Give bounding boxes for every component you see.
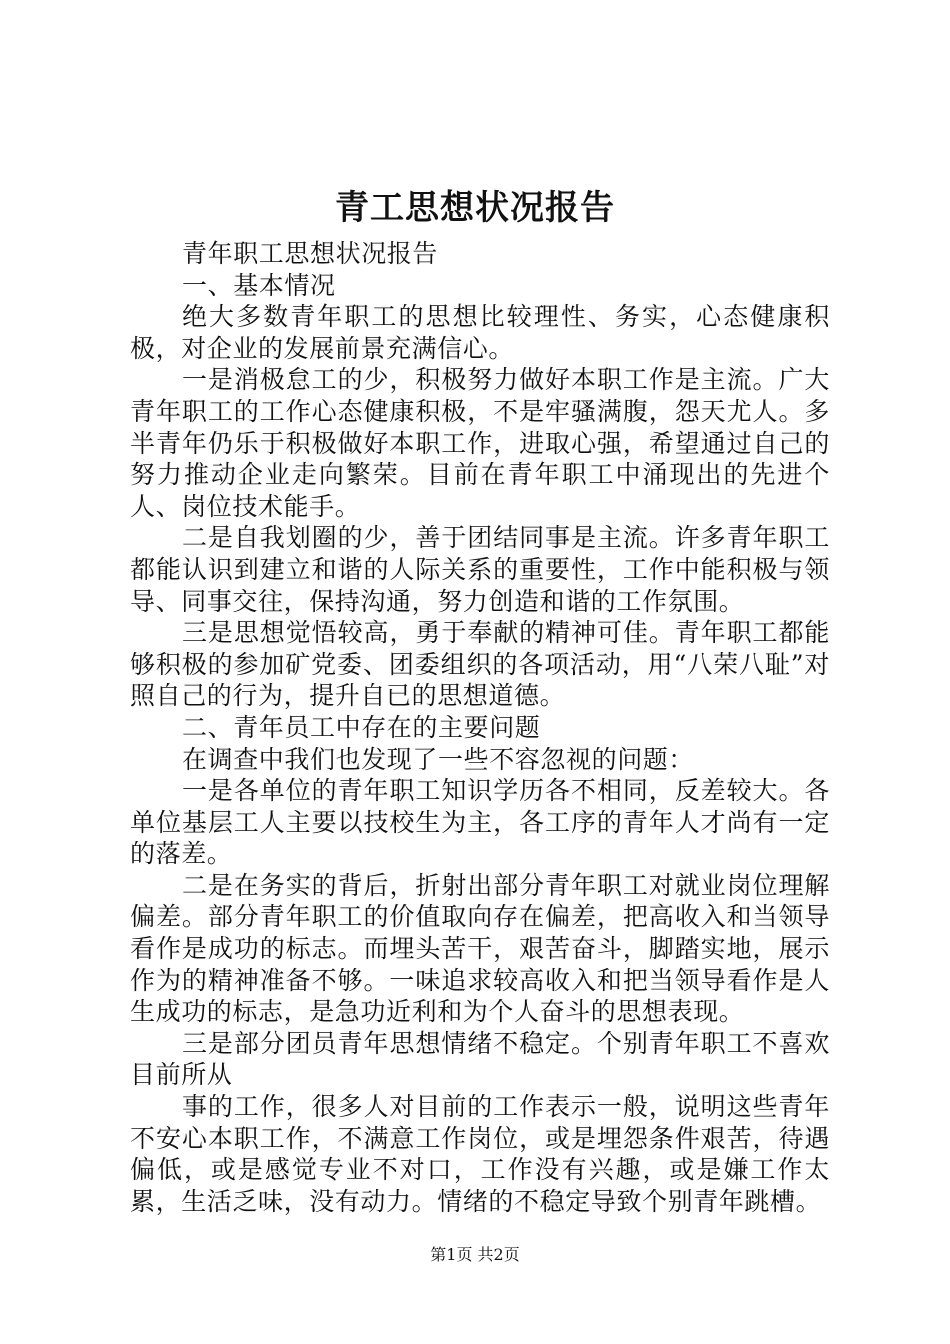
paragraph: 一是消极怠工的少，积极努力做好本职工作是主流。广大青年职工的工作心态健康积极，不是牢骚满腹，怨天尤人。多半青年仍乐于积极做好本职工作，进取心强，希望通过自己的努力推动企业走向繁荣。目前在青年职工中涌现出的先进个人、岗位技术能手。	[130, 365, 830, 521]
page-number-footer: 第1页 共2页	[430, 1245, 520, 1264]
paragraph: 三是部分团员青年思想情绪不稳定。个别青年职工不喜欢目前所从	[130, 1028, 830, 1090]
paragraph: 事的工作，很多人对目前的工作表示一般，说明这些青年不安心本职工作，不满意工作岗位，或是埋怨条件艰苦，待遇偏低，或是感觉专业不对口，工作没有兴趣，或是嫌工作太累，生活乏味，没有动力。情绪的不稳定导致个别青年跳槽。	[130, 1092, 830, 1216]
document-body	[130, 238, 830, 1217]
document-title: 青工思想状况报告	[335, 188, 615, 228]
paragraph: 一是各单位的青年职工知识学历各不相同，反差较大。各单位基层工人主要以技校生为主，各工序的青年人才尚有一定的落差。	[130, 776, 830, 869]
paragraph: 二是自我划圈的少，善于团结同事是主流。许多青年职工都能认识到建立和谐的人际关系的重要性，工作中能积极与领导、同事交往，保持沟通，努力创造和谐的工作氛围。	[130, 523, 830, 616]
paragraph: 二是在务实的背后，折射出部分青年职工对就业岗位理解偏差。部分青年职工的价值取向存在偏差，把高收入和当领导看作是成功的标志。而埋头苦干，艰苦奋斗，脚踏实地，展示作为的精神准备不够。一味追求较高收入和把当领导看作是人生成功的标志，是急功近利和为个人奋斗的思想表现。	[130, 870, 830, 1027]
section-heading-main-problems: 二、青年员工中存在的主要问题	[182, 712, 541, 742]
paragraph: 绝大多数青年职工的思想比较理性、务实，心态健康积极，对企业的发展前景充满信心。	[130, 302, 830, 363]
paragraph: 三是思想觉悟较高，勇于奉献的精神可佳。青年职工都能够积极的参加矿党委、团委组织的各项活动，用“八荣八耻”对照自己的行为，提升自已的思想道德。	[130, 618, 830, 711]
section-heading-basic-situation: 一、基本情况	[182, 270, 336, 300]
paragraph: 在调查中我们也发现了一些不容忽视的问题：	[182, 744, 695, 774]
paragraph-subtitle: 青年职工思想状况报告	[182, 239, 439, 268]
